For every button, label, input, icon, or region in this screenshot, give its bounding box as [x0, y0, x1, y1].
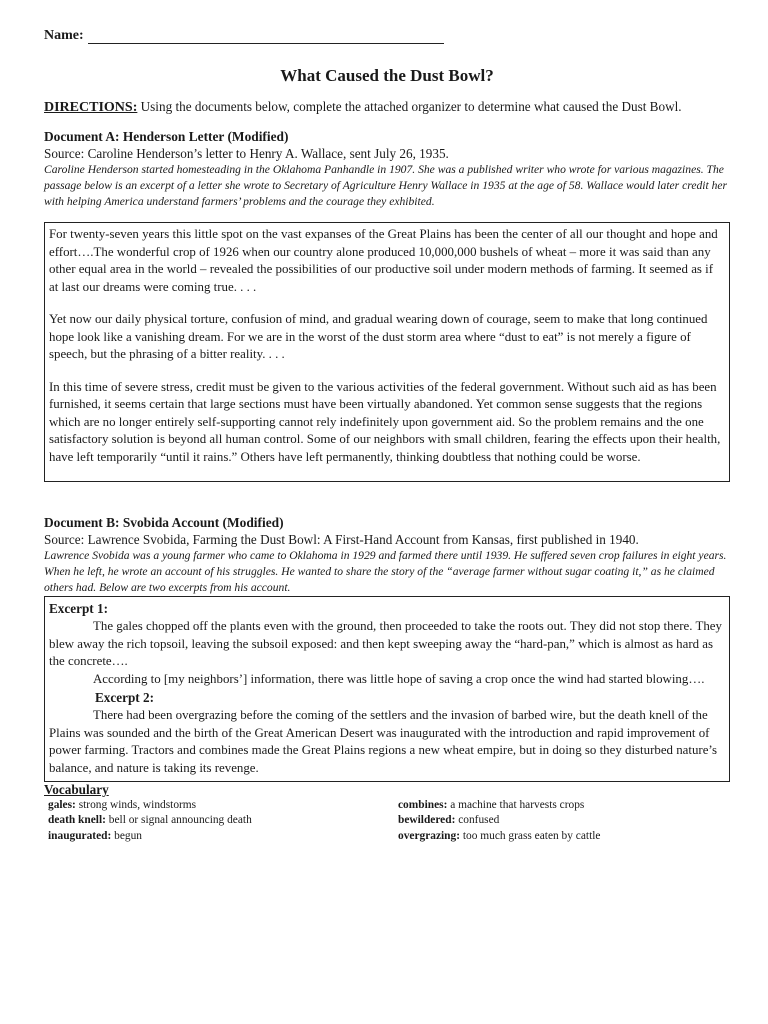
vocab-term: overgrazing: [398, 829, 460, 842]
vocab-item [48, 798, 398, 814]
excerpt-2-label: Excerpt 2: [95, 689, 154, 705]
vocab-definition: strong winds, windstorms [78, 798, 197, 811]
vocab-item [48, 829, 398, 845]
excerpt-1-paragraph: According to [my neighbors’] information, there was little hope of saving a crop once the wind had started blowing…. [93, 672, 705, 687]
vocab-term: inaugurated: [48, 829, 112, 842]
doc-a-heading: Document A: Henderson Letter (Modified) [44, 129, 289, 144]
vocab-definition: confused [458, 814, 500, 827]
vocab-item [398, 798, 734, 814]
directions-text: Using the documents below, complete the attached organizer to determine what caused the Dust Bowl. [140, 99, 682, 114]
doc-a-paragraph: For twenty-seven years this little spot on the vast expanses of the Great Plains has been the center of all our thought and hope and effort….The wonderful crop of 1926 when our country alone produced 10,000,000 bushels of wheat – more it was said than any other equal area in the world – revealed the possibilities of our productive soil under modern methods of farming. It seemed as if at last our dreams were coming true. . . . [49, 227, 718, 294]
worksheet-page [44, 28, 730, 844]
doc-a-intro: Caroline Henderson started homesteading in the Oklahoma Panhandle in 1907. She was a published writer who wrote for various magazines. The passage below is an excerpt of a letter she wrote to Secretary of Agriculture Henry Wallace in 1935 at the age of 58. Wallace would later credit her with helping America understand farmers’ problems and the courage they exhibited. [44, 163, 728, 208]
doc-a-paragraph: Yet now our daily physical torture, confusion of mind, and gradual wearing down of courage, seem to make that long continued hope look like a vanishing dream. For we are in the worst of the dust storm area where “dust to eat” is not merely a figure of speech, but the phrasing of a bitter reality. . . . [49, 312, 708, 361]
vocab-term: death knell: [48, 814, 106, 827]
vocabulary-list [44, 798, 730, 845]
doc-a-excerpt-box [44, 222, 730, 482]
excerpt-2-paragraph: There had been overgrazing before the coming of the settlers and the invasion of barbed wire, but the death knell of the Plains was sounded and the birth of the Great American Desert was inaugurated with the introduction and rapid improvement of power farming. Tractors and combines made the Great Plains regions a new wheat empire, but in doing so they disturbed nature’s balance, and nature is taking its revenge. [49, 707, 718, 776]
name-line [44, 28, 730, 44]
vocab-term: combines: [398, 798, 448, 811]
excerpt-1-label: Excerpt 1: [49, 601, 108, 616]
doc-b-source: Source: Lawrence Svobida, Farming the Dust Bowl: A First-Hand Account from Kansas, first published in 1940. [44, 532, 639, 547]
vocabulary-title: Vocabulary [44, 781, 109, 797]
doc-a-source: Source: Caroline Henderson’s letter to Henry A. Wallace, sent July 26, 1935. [44, 146, 449, 161]
excerpt-1-paragraph: The gales chopped off the plants even with the ground, then proceeded to take the roots out. They did not stop there. They blew away the rich topsoil, leaving the subsoil exposed: and then kept sweeping away the “hard-pan,” which is almost as hard as the concrete…. [49, 618, 722, 669]
vocab-definition: too much grass eaten by cattle [462, 829, 601, 842]
doc-b-heading: Document B: Svobida Account (Modified) [44, 515, 284, 530]
vocab-item [398, 829, 734, 845]
name-blank [88, 31, 444, 44]
doc-b-intro: Lawrence Svobida was a young farmer who came to Oklahoma in 1929 and farmed there until 1939. He suffered seven crop failures in eight years. When he left, he wrote an account of his struggles. He wanted to share the story of the “average farmer without sugar coating it,” as he claimed others had. Below are two excerpts from his account. [44, 549, 727, 594]
vocab-item [48, 813, 398, 829]
doc-b-section [44, 514, 730, 782]
vocab-definition: begun [114, 829, 142, 842]
page-title: What Caused the Dust Bowl? [280, 66, 494, 85]
vocab-definition: bell or signal announcing death [108, 814, 252, 827]
vocab-term: gales: [48, 798, 76, 811]
directions-label: DIRECTIONS: [44, 100, 138, 115]
name-label: Name: [44, 28, 84, 43]
vocab-item [398, 813, 734, 829]
doc-a-paragraph: In this time of severe stress, credit must be given to the various activities of the federal government. Without such aid as has been furnished, it seems certain that large sections must have been virtually abandoned. Yet common sense suggests that the regions which are no longer entirely self-supporting cannot rely indefinitely upon government aid. So the problem remains and the one satisfactory solution is beyond all human control. Some of our neighbors with small children, fearing the effects upon their health, have left temporarily “until it rains.” Others have left permanently, thinking doubtless that nothing could be worse. [49, 379, 721, 464]
vocab-term: bewildered: [398, 814, 456, 827]
directions [44, 98, 730, 116]
vocab-definition: a machine that harvests crops [450, 798, 585, 811]
doc-b-excerpt-box [44, 596, 730, 782]
